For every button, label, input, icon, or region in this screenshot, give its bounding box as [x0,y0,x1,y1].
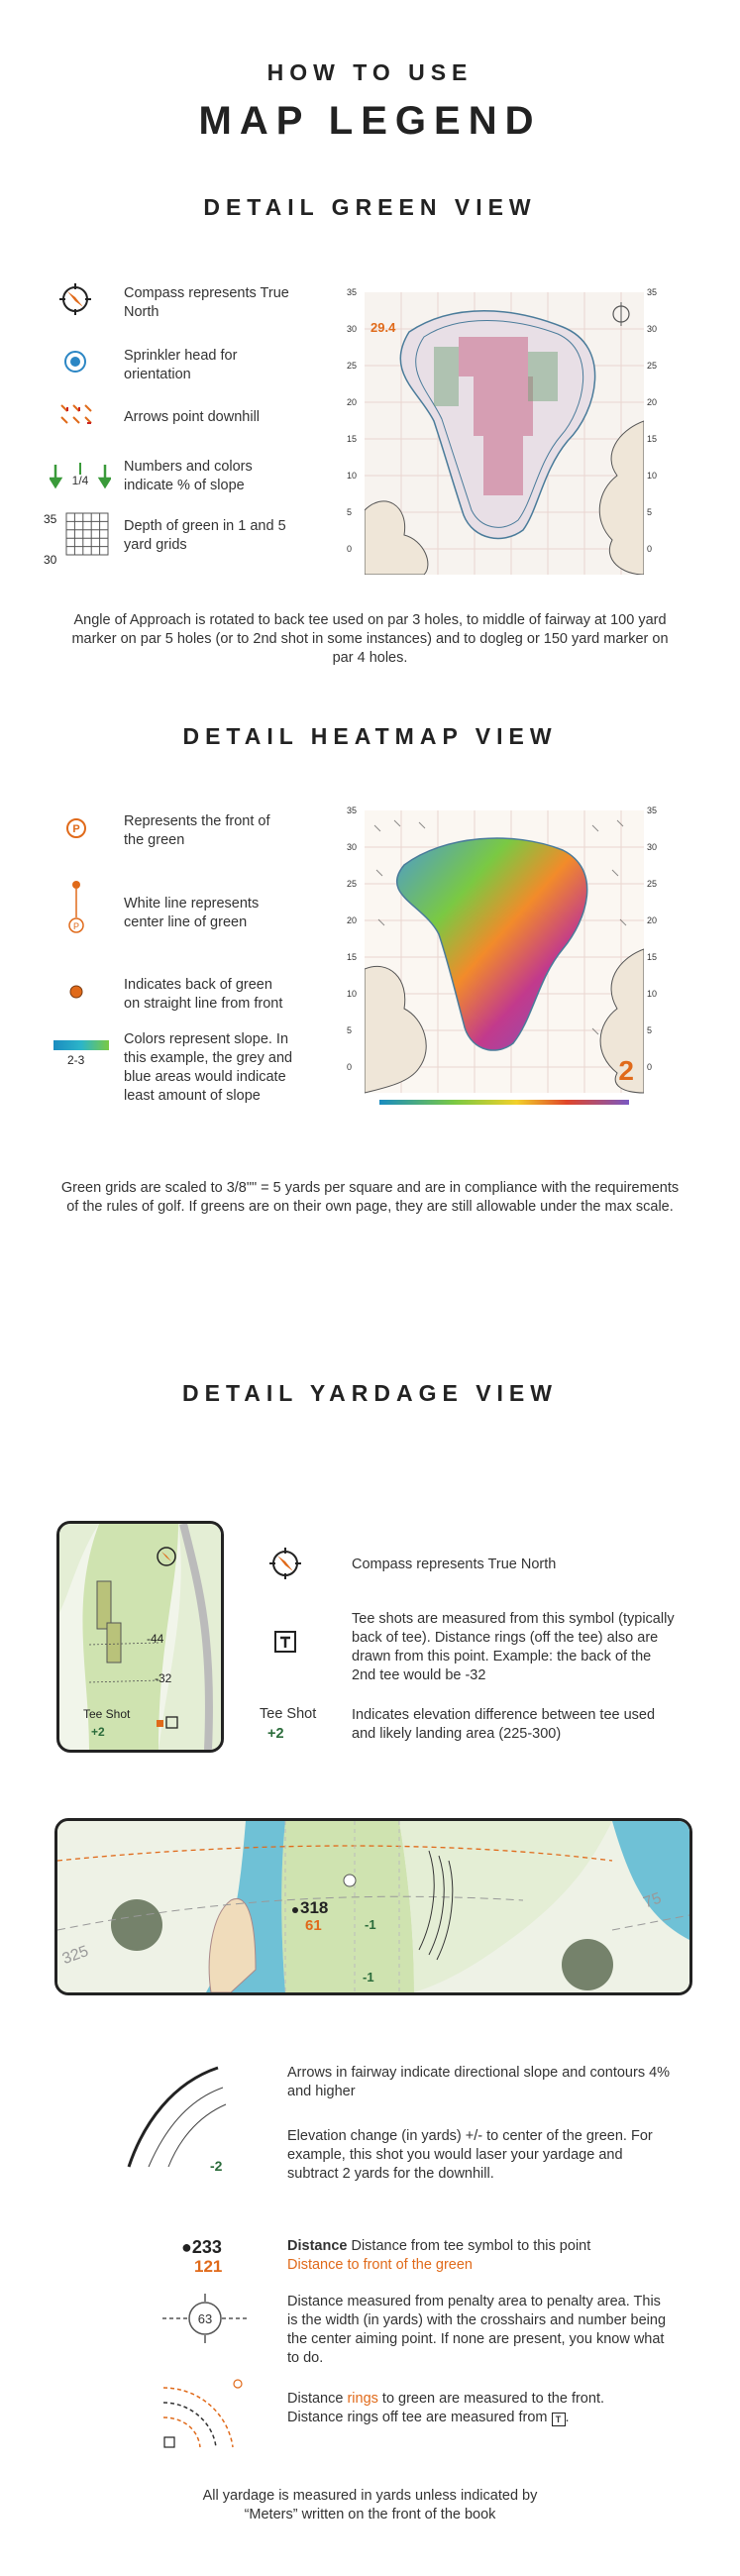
green-legend-grid: Depth of green in 1 and 5 yard grids [124,518,286,553]
legend-distance-rings-line1 [287,2390,684,2409]
svg-text:P: P [72,921,80,931]
heatmap-legend-colors: Colors represent slope. In this example, the grey and blue areas would indicate least amount of slope [124,1031,293,1104]
green-map-label: 29.4 [370,320,396,335]
rings-line1-pre: Distance [287,2391,348,2407]
slope-numbers-icon [50,461,111,490]
fairway-arrows-icon [119,2063,228,2172]
heatmap-legend-back: Indicates back of green on straight line from front [124,977,283,1012]
heatmap-legend-center: White line represents center line of green [124,896,260,930]
legend-penalty-area: Distance measured from penalty area to penalty area. This is the width (in yards) with the crosshairs and number being the center aiming point. If none are present, you know what to do. [287,2294,667,2366]
ring-label-325: 325 [59,1942,91,1969]
legend-distance-rings-line2 [287,2409,684,2427]
fairway-elevation-1: -1 [365,1917,376,1932]
tee-symbol-inline-icon: T [552,2413,566,2426]
inset-tee-value: +2 [91,1725,105,1739]
distance-marker-n1: 233 [191,2237,222,2257]
fairway-elevation-2: -1 [363,1970,374,1985]
legend-distance-tee [287,2237,674,2256]
green-legend-compass: Compass represents True North [124,285,289,320]
fairway-distance-tee: 318 [300,1898,329,1917]
legend-fairway-arrows: Arrows in fairway indicate directional slope and contours 4% and higher [287,2065,671,2099]
tee-shot-label: Tee Shot [260,1706,317,1722]
rings-line1-post: to green are measured to the front. [377,2391,604,2407]
footer-note: All yardage is measured in yards unless indicated by “Meters” written on the front of the book [202,2488,538,2522]
tee-shot-value: +2 [267,1726,284,1742]
yardage-legend-elevation: Indicates elevation difference between tee used and likely landing area (225-300) [352,1707,656,1742]
hole-number: 2 [618,1055,634,1086]
green-map [365,292,644,575]
yardage-compass-icon [267,1546,303,1581]
green-map-left-axis: 35 30 25 20 15 10 5 0 [347,287,358,554]
elevation-sample: -2 [210,2158,223,2174]
fairway-distance-green: 61 [305,1917,322,1934]
slope-color-bar-icon [53,1040,109,1050]
yardage-view-title: DETAIL YARDAGE VIEW [182,1380,558,1406]
header-line2: MAP LEGEND [198,99,542,143]
heatmap-legend-front: Represents the front of the green [124,813,270,848]
green-legend-arrows: Arrows point downhill [124,409,261,425]
green-view-title: DETAIL GREEN VIEW [203,194,537,220]
green-legend-slope: Numbers and colors indicate % of slope [124,459,253,493]
inset-distance-1: -44 [147,1632,164,1646]
svg-text:P: P [72,823,80,835]
green-map-right-axis: 35 30 25 20 15 10 5 0 [647,287,658,554]
green-legend-sprinkler: Sprinkler head for orientation [124,348,238,382]
slope-sample-label: 1/4 [71,474,89,487]
header-line1: HOW TO USE [266,59,474,85]
sprinkler-head-icon [63,350,87,374]
legend-distance-green: Distance to front of the green [287,2257,473,2273]
grid-icon [65,512,109,556]
heatmap-view-title: DETAIL HEATMAP VIEW [182,723,558,749]
front-of-green-icon [65,817,87,839]
heatmap-right-axis: 35 30 25 20 15 10 5 0 [647,805,658,1072]
inset-distance-2: -32 [155,1671,172,1685]
downhill-arrows-icon [57,401,93,431]
grid-label-top: 35 [44,512,57,526]
compass-icon [57,281,93,317]
fairway-strip [54,1818,692,1995]
distance-marker-icon: ●233 [181,2237,222,2257]
penalty-sample: 63 [197,2311,213,2326]
penalty-crosshair-icon [160,2294,250,2343]
back-of-green-icon [69,985,83,999]
yardage-legend-compass: Compass represents True North [352,1556,557,1572]
yardage-legend-tee: Tee shots are measured from this symbol (typically back of tee). Distance rings (off the tee) also are drawn from this point. Example: the back of the 2nd tee would be -32 [352,1611,675,1683]
ring-label-75: 75 [641,1889,664,1912]
heatmap-map [365,810,644,1118]
green-view-paragraph: Angle of Approach is rotated to back tee used on par 3 holes, to middle of fairway at 100 yard marker on par 5 holes (or to 2nd shot in some instances) and to dogleg or 150 yard marker on par 4 holes. [71,612,669,666]
center-line-icon [65,880,87,935]
tee-symbol-icon [273,1630,297,1654]
heatmap-left-axis: 35 30 25 20 15 10 5 0 [347,805,358,1072]
heatmap-view-paragraph: Green grids are scaled to 3/8"" = 5 yards per square and are in compliance with the requirements of the rules of golf. If greens are on their own page, they are still allowable under the max scale. [60,1180,680,1215]
distance-line-1: Distance from tee symbol to this point [351,2238,591,2254]
rings-line1-highlight: rings [347,2391,378,2407]
rings-line2-end: . [565,2410,570,2425]
distance-rings-icon [159,2378,248,2452]
grid-label-bottom: 30 [44,553,57,567]
yardage-inset-card [56,1521,224,1753]
distance-marker-n2: 121 [194,2257,223,2276]
inset-tee-label: Tee Shot [83,1707,131,1721]
legend-elevation-change: Elevation change (in yards) +/- to center of the green. For example, this shot you would laser your yardage and subtract 2 yards for the downhill. [287,2128,653,2182]
rings-line2-text: Distance rings off tee are measured from [287,2410,548,2425]
slope-color-sample: 2-3 [67,1053,85,1067]
distance-word: Distance [287,2238,348,2254]
